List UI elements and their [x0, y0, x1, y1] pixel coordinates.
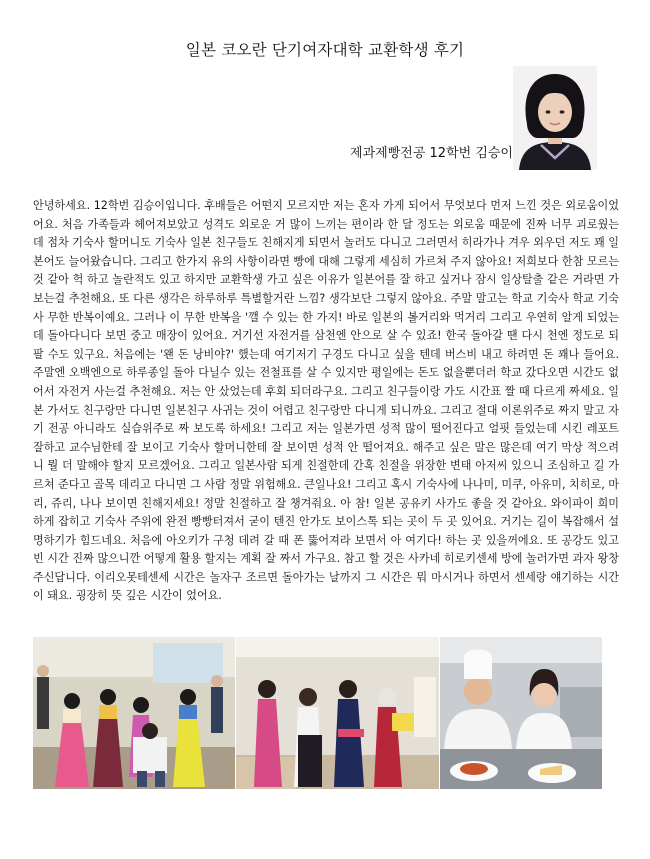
body-paragraph: 안녕하세요. 12학번 김승이입니다. 후배들은 어떤지 모르지만 저는 혼자 가게 되어서 무엇보다 먼저 느낀 것은 외로움이었어요. 처음 가족들과 헤어져보았고 성격도 외로운 거 많이 느끼는 편이라 한 달 정도는 외로움 때문에 진짜 너무 괴로웠는데 점차 기숙사 할머니도 기숙사 일본 친구들도 친해지게 되면서 놀러도 다니고 그러면서 히라가나 겨우 외우던 저도 꽤 일본어도 늘어왔습니다. 그리고 한가지 유의 사항이라면 빵에 대해 그렇게 세심히 가르쳐 주지 않아요! 저희보다 한참 모르는 것 같아 헉 하고 놀란적도 있고 하지만 교환학생 가고 싶은 이유가 일본어를 잘 하고 싶거나 잠시 일상탈출 같은 거라면 가보는걸 추천해요. 또 다른 생각은 하루하루 특별할거란 느낌? 생각보단 그렇지 않아요. 주말 말고는 학교 기숙사 학교 기숙사 무한 반복이예요. 그러나 이 무한 반복을 '깰 수 있는 한 가지! 바로 일본의 볼거리와 먹거리 그리고 우연히 알게 되었는데 돌아다니다 보면 중고 매장이 있어요. 거기선 자전거를 삼천엔 안으로 살 수 있죠! 한국 돌아갈 땐 다시 천엔 정도로 되 팔 수도 있구요. 처음에는 '왠 돈 낭비야?' 했는데 여기저기 구경도 다니고 싶을 텐데 버스비 내고 하려면 돈 꽤나 들어요. 주말엔 오백엔으로 하루종일 돌아 다닐수 있는 전철표를 살 수 있지만 평일에는 돈도 없을뿐더러 학교 갔다오면 시간도 없어서 자전거 사는걸 추천해요. 저는 안 샀었는데 후회 되더라구요. 그리고 친구들이랑 가도 시간표 짤 때 다르게 짜세요. 일본 가서도 친구랑만 다니면 일본친구 사귀는 것이 어렵고 친구랑만 다니게 되니까요. 그리고 절대 이론위주로 짜지 말고 자기 전공 아니라도 실습위주로 짜 보도록 하세요! 그리고 저는 일본가면 성적 많이 떨어진다고 얼핏 들었는데 시킨 레포트 잘하고 교수님한테 잘 보이고 기숙사 할머니한테 잘 보이면 성적 안 떨어져요. 해주고 싶은 말은 많은데 여기 막상 적으려니 뭘 더 말해야 할지 모르겠어요. 그리고 일본사람 되게 친절한데 간혹 친절을 위장한 변태 아저씨 있으니 조심하고 길 가르쳐 준다고 골목 데리고 다니면 그 사람 정말 위험해요. 큰일나요! 그리고 혹시 기숙사에 나나미, 미쿠, 아유미, 치히로, 마리, 쥬리, 나나 보이면 친해지세요! 정말 친절하고 잘 챙겨줘요. 아 참! 일본 공유키 사가도 좋을 것 같아요. 와이파이 희미하게 잡히고 기숙사 주위에 완전 빵빵터져서 굳이 텐진 안가도 보이스톡 되는 곳이 두 곳 있어요. 거기는 길이 복잡해서 설명하기가 힘드네요. 처음에 아오키가 구청 데려 갈 때 폰 뚫어져라 보면서 아 여기다! 하는 곳 있을꺼에요. 또 공강도 있고 빈 시간 진짜 많으니깐 어떻게 활용 할지는 계획 잘 짜서 가구요. 참고 할 것은 사카네 히로키센세 방에 놀러가면 과자 왕창 주신답니다. 이리오못테센세 시간은 놀자구 조르면 돌아가는 날까지 그 시간은 뭐 마시거나 하면서 센세랑 얘기하는 시간이 돼요. 굉장히 뜻 깊은 시간이 었어요.: [33, 199, 619, 603]
photo-group-hanbok: [33, 637, 235, 789]
photo-group-yukata-illustration: [236, 637, 439, 789]
author-byline: 제과제빵전공 12학번 김승이: [350, 146, 513, 161]
photo-chef-with-student-illustration: [440, 637, 602, 789]
portrait-illustration: [513, 66, 597, 170]
photo-group-hanbok-illustration: [33, 637, 235, 789]
photo-group-yukata: [236, 637, 439, 789]
photo-chef-with-student: [440, 637, 602, 789]
document-title: 일본 코오란 단기여자대학 교환학생 후기: [185, 41, 465, 59]
portrait-photo: [513, 66, 597, 170]
